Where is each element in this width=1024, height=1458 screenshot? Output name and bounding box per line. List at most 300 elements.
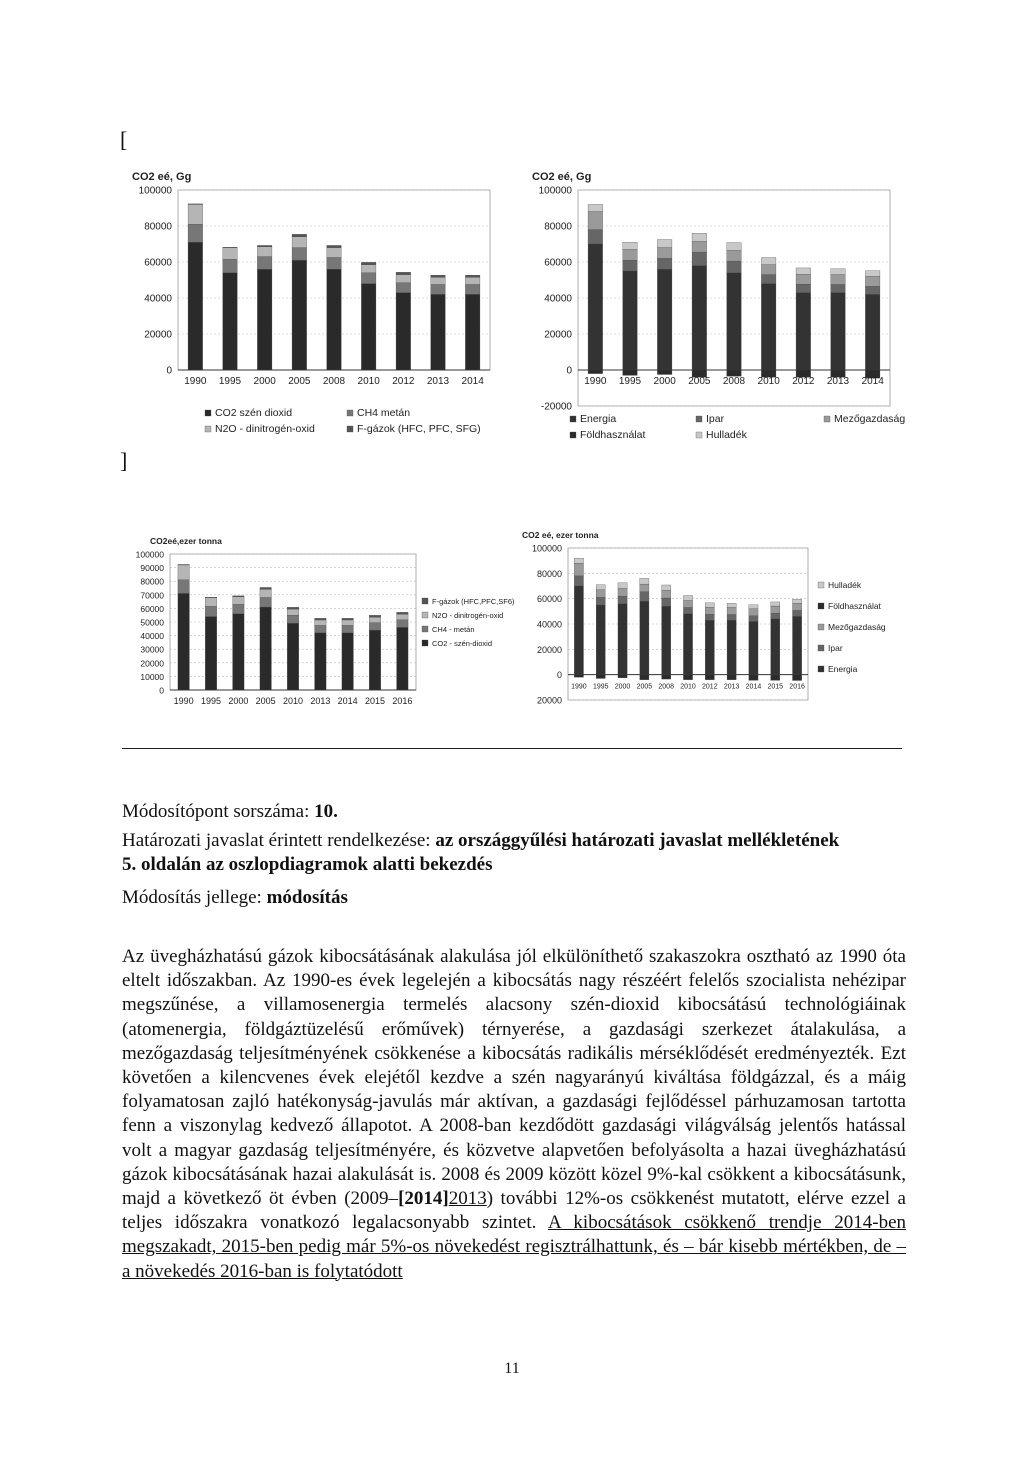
bar-segment bbox=[640, 584, 649, 592]
bar-segment bbox=[727, 603, 736, 607]
bar-segment bbox=[287, 615, 298, 623]
bar-segment bbox=[749, 605, 758, 609]
legend-swatch bbox=[696, 432, 702, 438]
bar-segment bbox=[727, 608, 736, 615]
bar-segment bbox=[596, 675, 605, 679]
bar-segment bbox=[205, 597, 216, 598]
bar-segment bbox=[287, 623, 298, 690]
bar-segment bbox=[705, 620, 714, 674]
inserted-text: 2013 bbox=[448, 1188, 487, 1210]
y-tick-label: 40000 bbox=[144, 293, 172, 305]
bar-segment bbox=[315, 620, 326, 625]
bar-segment bbox=[657, 240, 672, 248]
bar-segment bbox=[793, 610, 802, 616]
amendment-type-label: Módosítás jellege: bbox=[122, 887, 267, 908]
x-tick-label: 2005 bbox=[255, 696, 276, 706]
bar-segment bbox=[178, 564, 189, 565]
legend-swatch bbox=[570, 432, 576, 438]
bar-segment bbox=[396, 293, 411, 370]
x-tick-label: 2015 bbox=[767, 683, 784, 691]
bar-segment bbox=[397, 620, 408, 628]
bar-segment bbox=[223, 259, 238, 273]
x-tick-label: 2010 bbox=[757, 376, 780, 387]
legend-label: CH4 - metán bbox=[432, 625, 475, 634]
bar-segment bbox=[588, 212, 603, 230]
bar-segment bbox=[465, 294, 480, 370]
y-tick-label: 80000 bbox=[140, 576, 164, 587]
bar-segment bbox=[771, 606, 780, 613]
legend-label: Ipar bbox=[828, 643, 843, 653]
y-tick-label: 80000 bbox=[536, 568, 562, 579]
bar-segment bbox=[662, 585, 671, 590]
legend-label: F-gázok (HFC,PFC,SF6) bbox=[432, 597, 515, 606]
bar-segment bbox=[465, 285, 480, 295]
chart-sectors-kt-svg bbox=[510, 522, 910, 722]
page-number: 11 bbox=[504, 1360, 520, 1377]
bar-segment bbox=[796, 284, 811, 292]
bar-segment bbox=[749, 609, 758, 616]
legend-label: CO2 szén dioxid bbox=[215, 407, 293, 419]
affected-provision bbox=[122, 829, 912, 877]
bar-segment bbox=[623, 242, 638, 249]
y-tick-label: 90000 bbox=[140, 563, 164, 574]
x-tick-label: 1995 bbox=[618, 376, 642, 387]
legend-label: Földhasználat bbox=[828, 601, 881, 611]
legend-label: Földhasználat bbox=[580, 429, 646, 441]
bar-segment bbox=[369, 617, 380, 623]
bar-segment bbox=[342, 625, 353, 632]
bar-segment bbox=[178, 565, 189, 580]
bar-segment bbox=[327, 258, 342, 270]
bar-segment bbox=[705, 675, 714, 680]
bar-segment bbox=[727, 675, 736, 680]
legend-label: Ipar bbox=[706, 413, 725, 425]
bar-segment bbox=[623, 271, 638, 370]
amendment-type-value: módosítás bbox=[266, 887, 348, 908]
bar-segment bbox=[292, 234, 307, 237]
body-text-part1: Az üvegházhatású gázok kibocsátásának alakulása jól elkülöníthető szakaszokra osztható az 1990 óta eltelt időszakban. Az 1990-es évek legelején a kibocsátás nagy részéért felelős szocialista nehézipar megszűnése, a villamosenergia termelés alacsony szén-dioxid kibocsátású technológiáinak (atomenergia, földgáztüzelésű erőművek) térnyerése, a gazdasági szerkezet átalakulása, a mezőgazdaság teljesítményének csökkenése a kibocsátás radikális mérséklődését eredményezték. Ezt követően a kilencvenes évek elejétől kezdve a szén nagyarányú kiváltása földgázzal, és a máig folyamatosan zajló hatékonyság-javulás már aktívan, a gazdasági fejlődéssel párhuzamosan tartotta fenn a viszonylag kedvező állapotot. A 2008-ban kezdődött gazdasági világválság jelentős hatással volt a magyar gazdaság teljesítményére, és közvetve alapvetően befolyásolta a hazai üvegházhatású gázok kibocsátásának hazai alakulását is. 2008 és 2009 között közel 9%-kal csökkent a kibocsátásunk, majd a következő öt évben (2009– bbox=[122, 946, 906, 1210]
bar-segment bbox=[574, 558, 583, 563]
y-tick-label: 50000 bbox=[140, 617, 164, 628]
bar-segment bbox=[683, 596, 692, 601]
bar-segment bbox=[793, 616, 802, 674]
x-tick-label: 2016 bbox=[789, 683, 805, 691]
bar-segment bbox=[727, 243, 742, 251]
bar-segment bbox=[315, 618, 326, 620]
bar-segment bbox=[749, 675, 758, 681]
bar-segment bbox=[257, 245, 272, 246]
legend-swatch bbox=[347, 426, 353, 432]
bar-segment bbox=[342, 618, 353, 620]
bar-segment bbox=[662, 590, 671, 598]
chart-gases-kt-svg bbox=[120, 530, 530, 720]
y-tick-label: 60000 bbox=[144, 257, 172, 269]
added-text: A kibocsátások csökkenő trendje 2014-ben megszakadt, 2015-ben pedig már 5%-os növekedést regisztrálhattunk, és – bár kisebb mértékben, de – a növekedés 2016-ban is folytatódott bbox=[122, 1212, 906, 1282]
bar-segment bbox=[257, 257, 272, 270]
y-tick-label: 30000 bbox=[140, 644, 164, 655]
chart-gases-gg bbox=[100, 160, 500, 450]
legend-label: Hulladék bbox=[706, 429, 747, 441]
bar-segment bbox=[397, 612, 408, 614]
bar-segment bbox=[596, 585, 605, 590]
x-tick-label: 2012 bbox=[702, 683, 718, 691]
bar-segment bbox=[574, 576, 583, 586]
x-tick-label: 1995 bbox=[592, 683, 609, 691]
bar-segment bbox=[596, 597, 605, 605]
y-tick-label: 70000 bbox=[140, 590, 164, 601]
bar-segment bbox=[865, 276, 880, 286]
bar-segment bbox=[865, 271, 880, 277]
chart-gases-kt bbox=[120, 530, 530, 720]
separator-line bbox=[122, 748, 902, 749]
affected-provision-label: Határozati javaslat érintett rendelkezése: bbox=[122, 830, 436, 851]
bar-segment bbox=[292, 260, 307, 370]
x-tick-label: 2012 bbox=[392, 376, 415, 387]
x-tick-label: 2013 bbox=[426, 376, 450, 387]
bar-segment bbox=[431, 294, 446, 370]
x-tick-label: 2014 bbox=[461, 376, 484, 387]
bar-segment bbox=[640, 675, 649, 680]
bar-segment bbox=[292, 237, 307, 248]
legend-swatch bbox=[818, 645, 824, 651]
x-tick-label: 2013 bbox=[826, 376, 850, 387]
bar-segment bbox=[623, 260, 638, 271]
body-text-part2: ) további 12%-os csökkenést mutatott, elérve ezzel a teljes időszakra vonatkozó legalacsonyabb szintet. bbox=[122, 1188, 906, 1234]
legend-swatch bbox=[818, 603, 824, 609]
bar-segment bbox=[361, 262, 376, 264]
legend-label: Mezőgazdaság bbox=[828, 622, 886, 632]
x-tick-label: 2014 bbox=[861, 376, 884, 387]
legend-swatch bbox=[347, 410, 353, 416]
x-tick-label: 2015 bbox=[364, 696, 386, 706]
y-tick-label: 0 bbox=[166, 365, 172, 377]
bar-segment bbox=[596, 605, 605, 675]
y-tick-label: 40000 bbox=[536, 619, 562, 630]
bar-segment bbox=[662, 598, 671, 606]
bar-segment bbox=[342, 633, 353, 690]
bar-segment bbox=[396, 272, 411, 274]
bar-segment bbox=[796, 268, 811, 274]
bar-segment bbox=[223, 273, 238, 370]
legend-swatch bbox=[824, 416, 830, 422]
bar-segment bbox=[692, 233, 707, 241]
bar-segment bbox=[657, 269, 672, 370]
bar-segment bbox=[260, 589, 271, 597]
bar-segment bbox=[640, 578, 649, 584]
bar-segment bbox=[223, 248, 238, 260]
legend-swatch bbox=[422, 598, 428, 604]
bar-segment bbox=[657, 370, 672, 375]
x-tick-label: 2000 bbox=[614, 683, 631, 691]
bar-segment bbox=[831, 275, 846, 285]
bar-segment bbox=[761, 275, 776, 284]
bar-segment bbox=[361, 273, 376, 284]
bar-segment bbox=[705, 603, 714, 607]
bar-segment bbox=[727, 620, 736, 674]
y-tick-label: 20000 bbox=[144, 329, 172, 341]
bar-segment bbox=[205, 617, 216, 690]
x-tick-label: 1990 bbox=[184, 376, 207, 387]
bar-segment bbox=[683, 608, 692, 614]
bar-segment bbox=[588, 370, 603, 374]
bar-segment bbox=[761, 284, 776, 370]
bar-segment bbox=[287, 607, 298, 609]
bar-segment bbox=[865, 294, 880, 370]
bar-segment bbox=[260, 607, 271, 690]
y-tick-label: 20000 bbox=[544, 329, 572, 341]
bar-segment bbox=[683, 614, 692, 675]
y-tick-label: -20000 bbox=[540, 401, 572, 413]
bar-segment bbox=[657, 258, 672, 269]
bar-segment bbox=[662, 606, 671, 674]
amendment-number bbox=[122, 800, 912, 824]
x-tick-label: 2014 bbox=[745, 683, 762, 691]
bar-segment bbox=[397, 627, 408, 690]
y-tick-label: 20000 bbox=[140, 658, 164, 669]
bar-segment bbox=[369, 615, 380, 617]
bar-segment bbox=[618, 675, 627, 678]
y-tick-label: 40000 bbox=[544, 293, 572, 305]
y-tick-label: 20000 bbox=[536, 644, 562, 655]
bar-segment bbox=[431, 277, 446, 284]
y-tick-label: 80000 bbox=[544, 221, 572, 233]
bar-segment bbox=[618, 604, 627, 675]
legend-label: N2O - dinitrogén-oxid bbox=[432, 611, 504, 620]
bar-segment bbox=[705, 607, 714, 614]
bar-segment bbox=[396, 275, 411, 283]
bar-segment bbox=[397, 614, 408, 620]
legend-label: Hulladék bbox=[828, 580, 862, 590]
x-tick-label: 2000 bbox=[228, 696, 249, 706]
x-tick-label: 2013 bbox=[723, 683, 740, 691]
bar-segment bbox=[623, 370, 638, 375]
bar-segment bbox=[588, 204, 603, 211]
y-tick-label: 40000 bbox=[140, 631, 164, 642]
bar-segment bbox=[831, 293, 846, 370]
legend-swatch bbox=[818, 582, 824, 588]
x-tick-label: 1990 bbox=[173, 696, 194, 706]
bar-segment bbox=[727, 615, 736, 621]
bar-segment bbox=[361, 284, 376, 370]
bar-segment bbox=[292, 248, 307, 261]
bar-segment bbox=[749, 621, 758, 674]
x-tick-label: 1995 bbox=[218, 376, 242, 387]
legend-label: Energia bbox=[828, 664, 858, 674]
bar-segment bbox=[692, 241, 707, 252]
y-tick-label: 0 bbox=[566, 365, 572, 377]
y-tick-label: 0 bbox=[556, 670, 562, 681]
x-tick-label: 2008 bbox=[322, 376, 346, 387]
y-tick-label: 80000 bbox=[144, 221, 172, 233]
bar-segment bbox=[749, 616, 758, 622]
bar-segment bbox=[396, 283, 411, 293]
bar-segment bbox=[188, 204, 203, 205]
legend-swatch bbox=[818, 624, 824, 630]
amendment-number-value: 10. bbox=[314, 801, 338, 822]
bar-segment bbox=[260, 598, 271, 608]
bar-segment bbox=[618, 589, 627, 597]
bar-segment bbox=[640, 592, 649, 602]
close-bracket: ] bbox=[120, 448, 128, 473]
bar-segment bbox=[683, 601, 692, 608]
bar-segment bbox=[188, 204, 203, 224]
bar-segment bbox=[223, 247, 238, 248]
chart-gases-gg-svg bbox=[100, 160, 500, 450]
bar-segment bbox=[692, 266, 707, 370]
y-tick-label: 60000 bbox=[544, 257, 572, 269]
chart-sectors-gg bbox=[500, 160, 906, 450]
bar-segment bbox=[793, 603, 802, 610]
legend-swatch bbox=[205, 410, 211, 416]
chart-sectors-kt bbox=[510, 522, 910, 722]
bar-segment bbox=[431, 275, 446, 277]
bar-segment bbox=[233, 604, 244, 614]
x-tick-label: 1990 bbox=[571, 683, 587, 691]
x-tick-label: 2008 bbox=[658, 683, 674, 691]
amendment-number-label: Módosítópont sorszáma: bbox=[122, 801, 315, 822]
affected-provision-value-b: 5. oldalán az oszlopdiagramok alatti bekezdés bbox=[122, 854, 493, 875]
x-tick-label: 2005 bbox=[288, 376, 311, 387]
x-tick-label: 2005 bbox=[636, 683, 653, 691]
legend-swatch bbox=[422, 626, 428, 632]
bar-segment bbox=[618, 596, 627, 604]
bar-segment bbox=[327, 269, 342, 370]
bar-segment bbox=[831, 285, 846, 293]
y-tick-label: 100000 bbox=[135, 549, 164, 560]
legend-label: F-gázok (HFC, PFC, SFG) bbox=[357, 423, 481, 435]
bar-segment bbox=[771, 619, 780, 675]
bar-segment bbox=[771, 613, 780, 619]
bar-segment bbox=[233, 596, 244, 597]
bar-segment bbox=[361, 265, 376, 273]
bar-segment bbox=[865, 286, 880, 294]
bar-segment bbox=[188, 224, 203, 242]
x-tick-label: 2010 bbox=[282, 696, 304, 706]
bar-segment bbox=[315, 633, 326, 690]
bar-segment bbox=[692, 252, 707, 266]
bar-segment bbox=[574, 563, 583, 576]
x-tick-label: 2010 bbox=[680, 683, 696, 691]
bar-segment bbox=[793, 599, 802, 603]
affected-provision-value-a: az országgyűlési határozati javaslat mellékletének bbox=[435, 830, 840, 851]
bar-segment bbox=[683, 675, 692, 680]
legend-label: Energia bbox=[580, 413, 617, 425]
bar-segment bbox=[796, 293, 811, 370]
x-tick-label: 1995 bbox=[200, 696, 222, 706]
amendment-type bbox=[122, 886, 912, 910]
bar-segment bbox=[588, 244, 603, 370]
bar-segment bbox=[727, 250, 742, 261]
bar-segment bbox=[465, 277, 480, 284]
bar-segment bbox=[761, 258, 776, 265]
bar-segment bbox=[188, 242, 203, 370]
bar-segment bbox=[315, 625, 326, 632]
bar-segment bbox=[588, 230, 603, 244]
legend-swatch bbox=[422, 640, 428, 646]
legend-label: CO2 - szén-dioxid bbox=[432, 639, 493, 648]
bar-segment bbox=[705, 614, 714, 620]
legend-swatch bbox=[570, 416, 576, 422]
body-paragraph bbox=[122, 945, 906, 1284]
bar-segment bbox=[257, 269, 272, 370]
bar-segment bbox=[662, 675, 671, 679]
bar-segment bbox=[260, 587, 271, 589]
bar-segment bbox=[178, 593, 189, 690]
x-tick-label: 2012 bbox=[792, 376, 815, 387]
bar-segment bbox=[623, 249, 638, 260]
legend-swatch bbox=[818, 666, 824, 672]
bar-segment bbox=[596, 590, 605, 598]
x-tick-label: 2008 bbox=[722, 376, 746, 387]
y-tick-label: 10000 bbox=[140, 671, 164, 682]
chart-sectors-gg-svg bbox=[500, 160, 906, 450]
bar-segment bbox=[465, 275, 480, 277]
bar-segment bbox=[233, 597, 244, 604]
bar-segment bbox=[178, 580, 189, 594]
y-tick-label: 60000 bbox=[140, 603, 164, 614]
deleted-text: [2014] bbox=[398, 1188, 449, 1210]
bar-segment bbox=[771, 602, 780, 606]
chart-ylabel: CO2 eé, Gg bbox=[532, 171, 592, 183]
x-tick-label: 2013 bbox=[310, 696, 331, 706]
y-tick-label: 100000 bbox=[538, 185, 572, 197]
bar-segment bbox=[618, 583, 627, 589]
bar-segment bbox=[287, 609, 298, 615]
bar-segment bbox=[657, 248, 672, 259]
bar-segment bbox=[431, 285, 446, 295]
legend-swatch bbox=[205, 426, 211, 432]
bar-segment bbox=[761, 265, 776, 275]
bar-segment bbox=[205, 598, 216, 607]
legend-label: CH4 metán bbox=[357, 407, 411, 419]
legend-swatch bbox=[422, 612, 428, 618]
bar-segment bbox=[831, 269, 846, 275]
y-tick-label: 60000 bbox=[536, 594, 562, 605]
x-tick-label: 2005 bbox=[688, 376, 711, 387]
open-bracket: [ bbox=[120, 127, 128, 152]
x-tick-label: 2016 bbox=[392, 696, 413, 706]
legend-label: Mezőgazdaság bbox=[834, 413, 906, 425]
y-tick-label: 100000 bbox=[138, 185, 172, 197]
bar-segment bbox=[327, 248, 342, 258]
x-tick-label: 2010 bbox=[357, 376, 380, 387]
x-tick-label: 2000 bbox=[253, 376, 276, 387]
x-tick-label: 2000 bbox=[653, 376, 676, 387]
bar-segment bbox=[369, 623, 380, 630]
legend-label: N2O - dinitrogén-oxid bbox=[215, 423, 315, 435]
bar-segment bbox=[574, 586, 583, 675]
x-tick-label: 1990 bbox=[584, 376, 607, 387]
chart-ylabel: CO2 eé, ezer tonna bbox=[522, 530, 599, 540]
bar-segment bbox=[327, 245, 342, 247]
bar-segment bbox=[257, 247, 272, 257]
bar-segment bbox=[574, 675, 583, 678]
bar-segment bbox=[727, 261, 742, 273]
y-tick-label: 20000 bbox=[536, 695, 562, 706]
bar-segment bbox=[233, 614, 244, 690]
bar-segment bbox=[796, 274, 811, 284]
chart-ylabel: CO2eé,ezer tonna bbox=[150, 536, 222, 546]
y-tick-label: 0 bbox=[159, 685, 164, 696]
chart-ylabel: CO2 eé, Gg bbox=[132, 171, 192, 183]
x-tick-label: 2014 bbox=[337, 696, 358, 706]
bar-segment bbox=[793, 675, 802, 681]
bar-segment bbox=[369, 630, 380, 690]
y-tick-label: 100000 bbox=[531, 543, 562, 554]
legend-swatch bbox=[696, 416, 702, 422]
bar-segment bbox=[342, 620, 353, 625]
bar-segment bbox=[727, 273, 742, 370]
